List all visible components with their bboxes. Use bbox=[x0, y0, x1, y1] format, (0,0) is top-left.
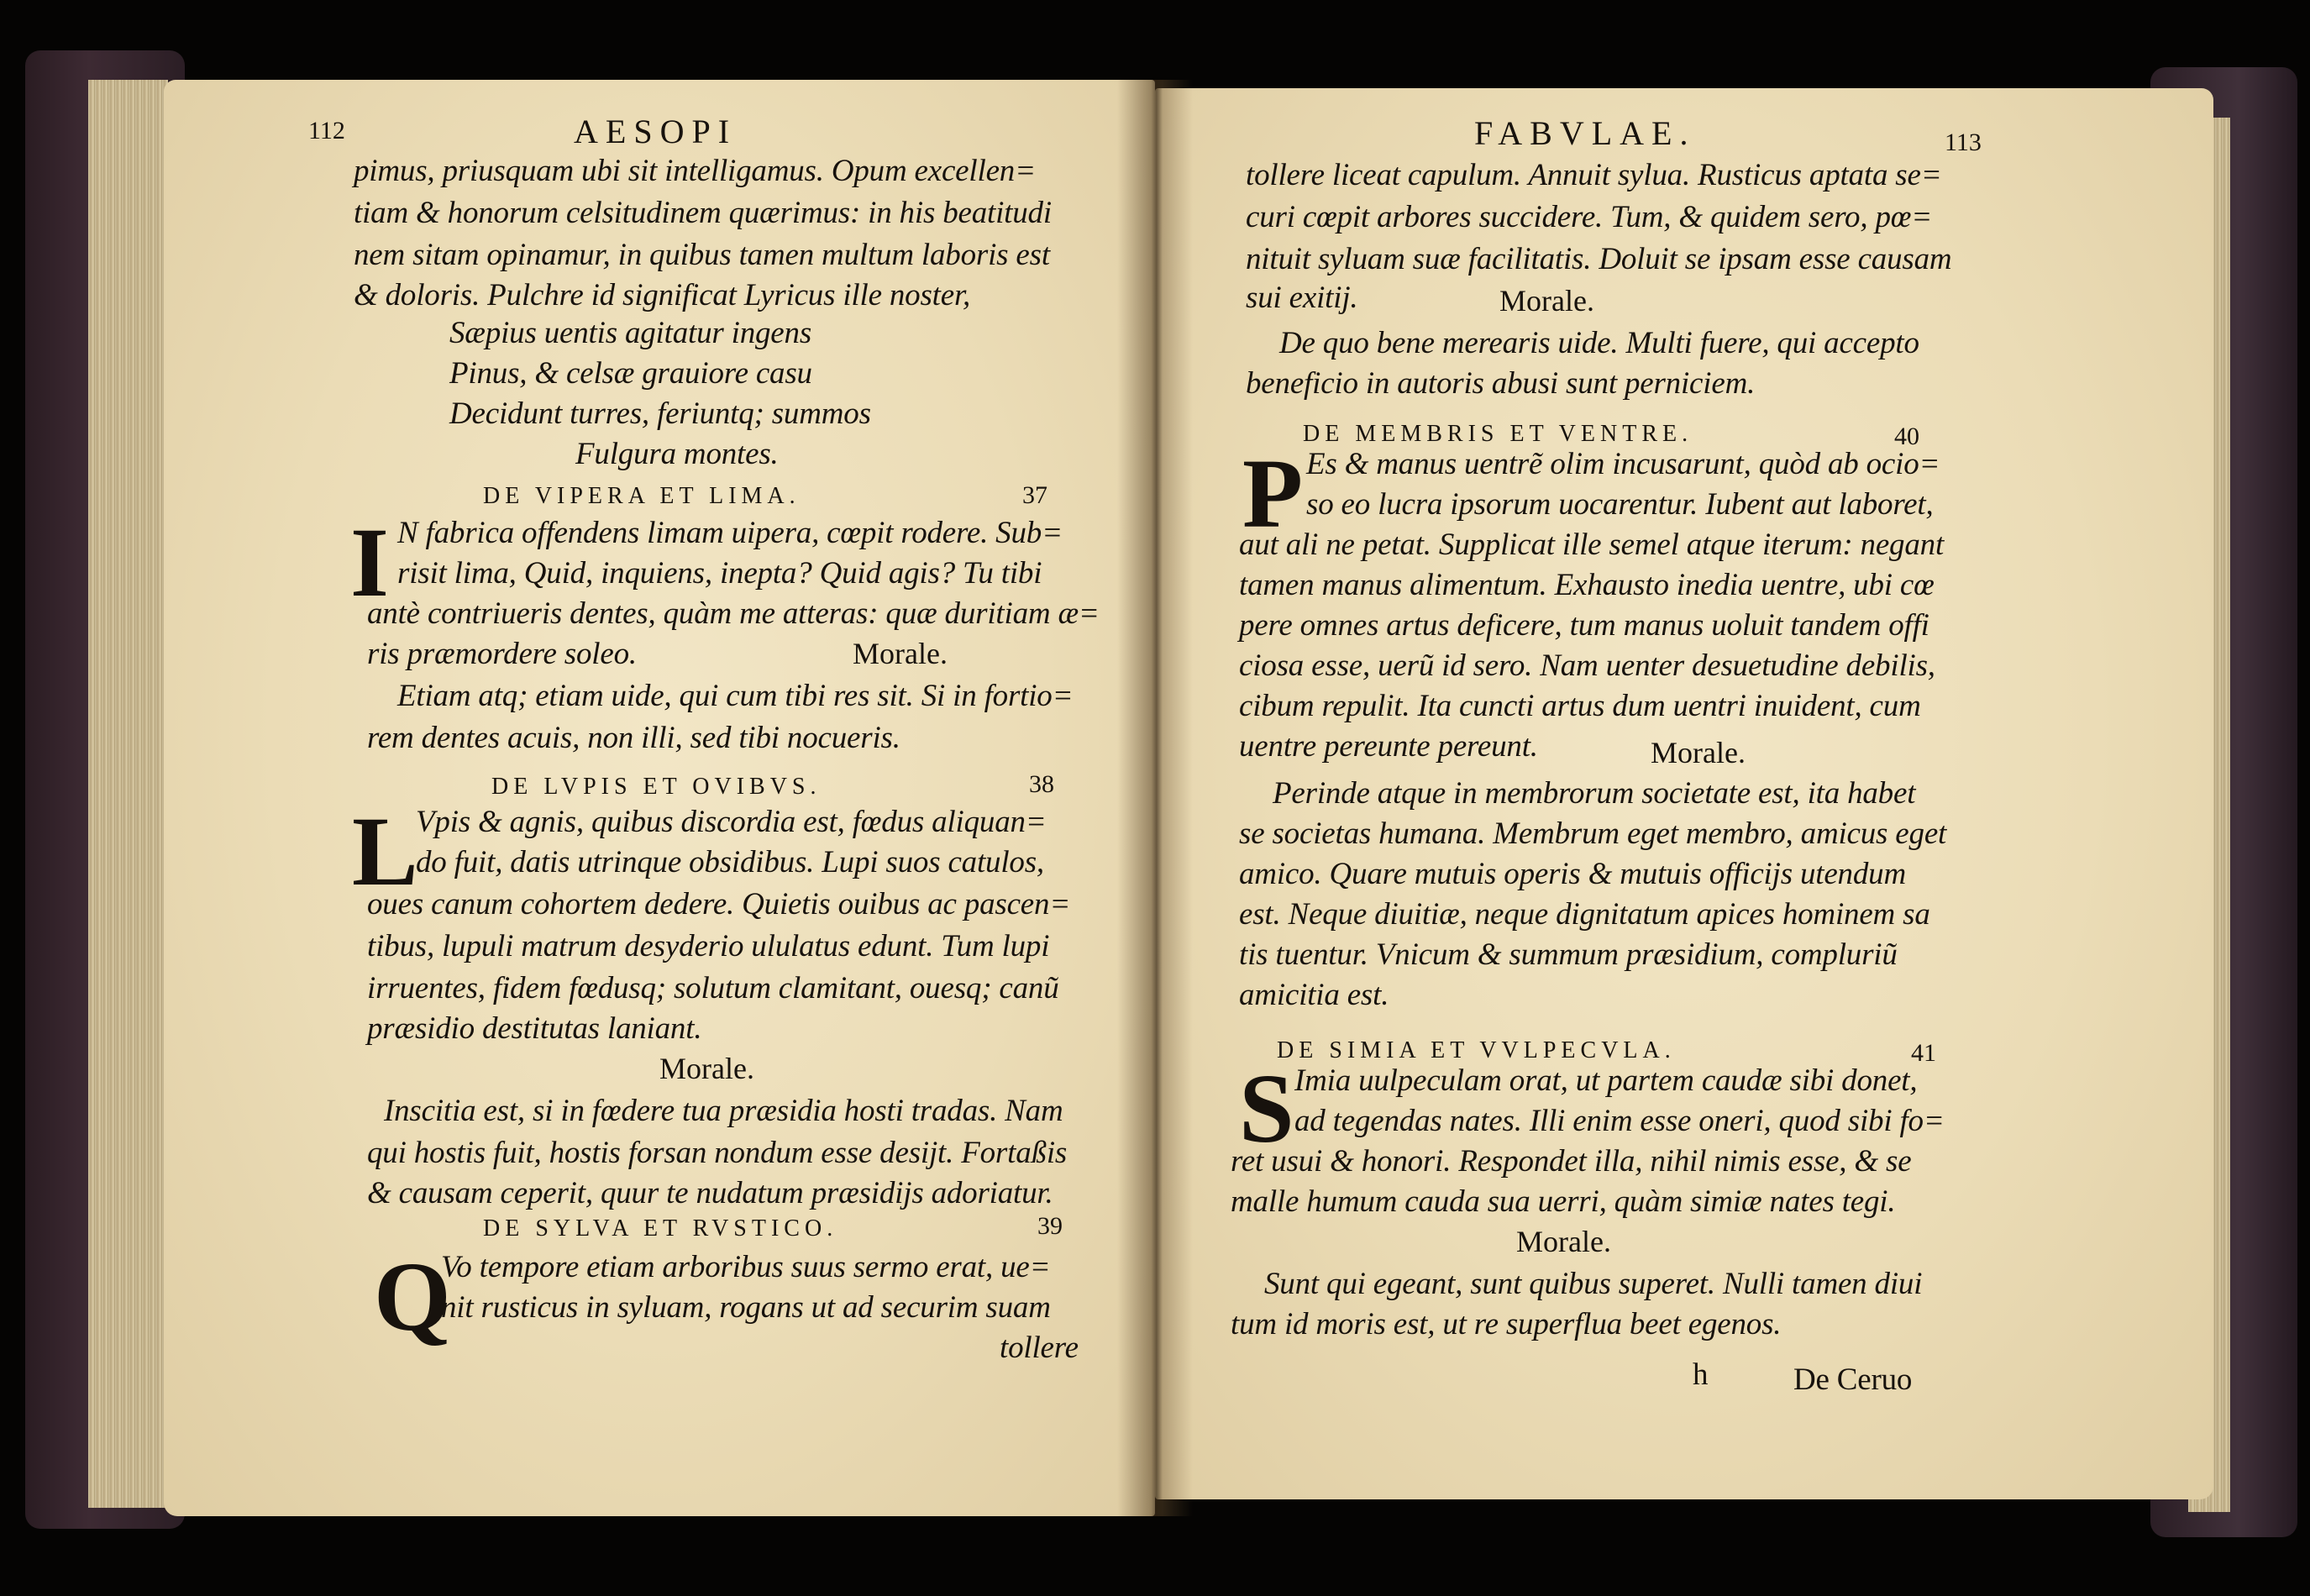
running-head: FABVLAE. bbox=[1474, 114, 1696, 152]
text-line: risit lima, Quid, inquiens, inepta? Quid agis? Tu tibi bbox=[397, 556, 1042, 591]
text-line: antè contriueris dentes, quàm me atteras: quæ duritiam æ= bbox=[367, 596, 1100, 631]
text-line: pere omnes artus deficere, tum manus uoluit tandem offi bbox=[1239, 608, 1929, 643]
text-line: rem dentes acuis, non illi, sed tibi nocueris. bbox=[367, 721, 900, 755]
text-line: est. Neque diuitiæ, neque dignitatum apices hominem sa bbox=[1239, 897, 1930, 932]
catchword: tollere bbox=[1000, 1331, 1079, 1365]
morale-heading: Morale. bbox=[659, 1052, 754, 1085]
morale-heading: Morale. bbox=[1499, 284, 1594, 318]
signature-mark: h bbox=[1693, 1357, 1709, 1392]
fable-number: 37 bbox=[1022, 481, 1047, 509]
text-line: ris præmordere soleo. bbox=[367, 637, 637, 671]
text-line: & causam ceperit, quur te nudatum præsidijs adoriatur. bbox=[367, 1176, 1053, 1210]
text-line: qui hostis fuit, hostis forsan nondum esse desijt. Fortaßis bbox=[367, 1136, 1068, 1170]
page-number: 113 bbox=[1945, 129, 1982, 156]
text-line: Etiam atq; etiam uide, qui cum tibi res sit. Si in fortio= bbox=[397, 679, 1074, 713]
fable-title: DE SIMIA ET VVLPECVLA. bbox=[1277, 1037, 1676, 1063]
text-line: tamen manus alimentum. Exhausto inedia uentre, ubi cœ bbox=[1239, 568, 1935, 602]
drop-cap-letter: I bbox=[350, 507, 389, 617]
text-line: tum id moris est, ut re superflua beet egenos. bbox=[1231, 1307, 1782, 1341]
text-line: malle humum cauda sua uerri, quàm simiæ nates tegi. bbox=[1231, 1184, 1896, 1219]
text-line: Sunt qui egeant, sunt quibus superet. Nulli tamen diui bbox=[1264, 1267, 1923, 1301]
page-number: 112 bbox=[308, 117, 345, 144]
text-line: tollere liceat capulum. Annuit sylua. Rusticus aptata se= bbox=[1246, 158, 1942, 192]
text-line: Es & manus uentrẽ olim incusarunt, quòd ab ocio= bbox=[1306, 447, 1940, 481]
text-line: tis tuentur. Vnicum & summum præsidium, compluriũ bbox=[1239, 937, 1898, 972]
text-line: ciosa esse, uerũ id sero. Nam uenter desuetudine debilis, bbox=[1239, 648, 1935, 683]
text-line: & doloris. Pulchre id significat Lyricus ille noster, bbox=[354, 278, 971, 312]
morale-heading: Morale. bbox=[853, 637, 948, 670]
text-line: De quo bene merearis uide. Multi fuere, qui accepto bbox=[1279, 326, 1919, 360]
text-line: nit rusticus in syluam, rogans ut ad securim suam bbox=[441, 1290, 1051, 1325]
drop-cap-letter: L bbox=[352, 796, 418, 906]
text-line: oues canum cohortem dedere. Quietis ouibus ac pascen= bbox=[367, 887, 1071, 921]
right-page bbox=[1155, 88, 2213, 1499]
text-line: Vpis & agnis, quibus discordia est, fœdus aliquan= bbox=[416, 805, 1047, 839]
text-line: amico. Quare mutuis operis & mutuis officijs utendum bbox=[1239, 857, 1906, 891]
verse-line: Fulgura montes. bbox=[575, 437, 779, 471]
text-line: ad tegendas nates. Illi enim esse oneri, quod sibi fo= bbox=[1294, 1104, 1945, 1138]
fable-title: DE MEMBRIS ET VENTRE. bbox=[1303, 421, 1693, 447]
text-line: beneficio in autoris abusi sunt perniciem. bbox=[1246, 366, 1756, 401]
text-line: ret usui & honori. Respondet illa, nihil nimis esse, & se bbox=[1231, 1144, 1912, 1179]
running-head: AESOPI bbox=[574, 113, 738, 150]
text-line: nituit syluam suæ facilitatis. Doluit se ipsam esse causam bbox=[1246, 242, 1952, 276]
text-line: curi cœpit arbores succidere. Tum, & quidem sero, pœ= bbox=[1246, 200, 1933, 234]
book-gutter bbox=[1117, 80, 1193, 1516]
text-line: præsidio destitutas laniant. bbox=[367, 1011, 702, 1046]
fable-number: 38 bbox=[1029, 770, 1054, 798]
text-line: amicitia est. bbox=[1239, 978, 1389, 1012]
text-line: do fuit, datis utrinque obsidibus. Lupi suos catulos, bbox=[416, 845, 1044, 879]
text-line: Inscitia est, si in fœdere tua præsidia hosti tradas. Nam bbox=[384, 1094, 1063, 1128]
drop-cap-letter: P bbox=[1242, 438, 1304, 549]
text-line: Imia uulpeculam orat, ut partem caudæ sibi donet, bbox=[1294, 1063, 1918, 1098]
text-line: se societas humana. Membrum eget membro, amicus eget bbox=[1239, 816, 1947, 851]
fable-number: 41 bbox=[1911, 1039, 1936, 1067]
text-line: uentre pereunte pereunt. bbox=[1239, 729, 1538, 764]
fable-number: 40 bbox=[1894, 423, 1919, 450]
text-line: aut ali ne petat. Supplicat ille semel atque iterum: negant bbox=[1239, 528, 1945, 562]
text-line: Perinde atque in membrorum societate est, ita habet bbox=[1273, 776, 1916, 811]
fable-number: 39 bbox=[1037, 1212, 1063, 1240]
text-line: cibum repulit. Ita cuncti artus dum uentri inuident, cum bbox=[1239, 689, 1921, 723]
text-line: Vo tempore etiam arboribus suus sermo erat, ue= bbox=[441, 1250, 1051, 1284]
drop-cap-letter: S bbox=[1239, 1053, 1294, 1163]
catchword: De Ceruo bbox=[1793, 1362, 1913, 1397]
verse-line: Decidunt turres, feriuntq; summos bbox=[449, 396, 871, 431]
fable-title: DE LVPIS ET OVIBVS. bbox=[491, 774, 822, 800]
verse-line: Sæpius uentis agitatur ingens bbox=[449, 316, 812, 350]
text-line: tibus, lupuli matrum desyderio ululatus edunt. Tum lupi bbox=[367, 929, 1050, 963]
text-line: N fabrica offendens limam uipera, cœpit rodere. Sub= bbox=[397, 516, 1063, 550]
text-line: tiam & honorum celsitudinem quærimus: in his beatitudi bbox=[354, 196, 1052, 230]
text-line: irruentes, fidem fœdusq; solutum clamitant, ouesq; canũ bbox=[367, 971, 1059, 1005]
morale-heading: Morale. bbox=[1651, 736, 1746, 769]
left-page bbox=[164, 80, 1155, 1516]
fable-title: DE VIPERA ET LIMA. bbox=[483, 483, 801, 509]
text-line: nem sitam opinamur, in quibus tamen multum laboris est bbox=[354, 238, 1050, 272]
text-line: pimus, priusquam ubi sit intelligamus. Opum excellen= bbox=[354, 154, 1036, 188]
left-page-block-edge bbox=[88, 80, 168, 1508]
drop-cap-letter: Q bbox=[374, 1242, 451, 1352]
verse-line: Pinus, & celsæ grauiore casu bbox=[449, 356, 812, 391]
morale-heading: Morale. bbox=[1516, 1225, 1611, 1258]
fable-title: DE SYLVA ET RVSTICO. bbox=[483, 1215, 838, 1242]
text-line: so eo lucra ipsorum uocarentur. Iubent aut laboret, bbox=[1306, 487, 1934, 522]
text-line: sui exitij. bbox=[1246, 281, 1358, 315]
